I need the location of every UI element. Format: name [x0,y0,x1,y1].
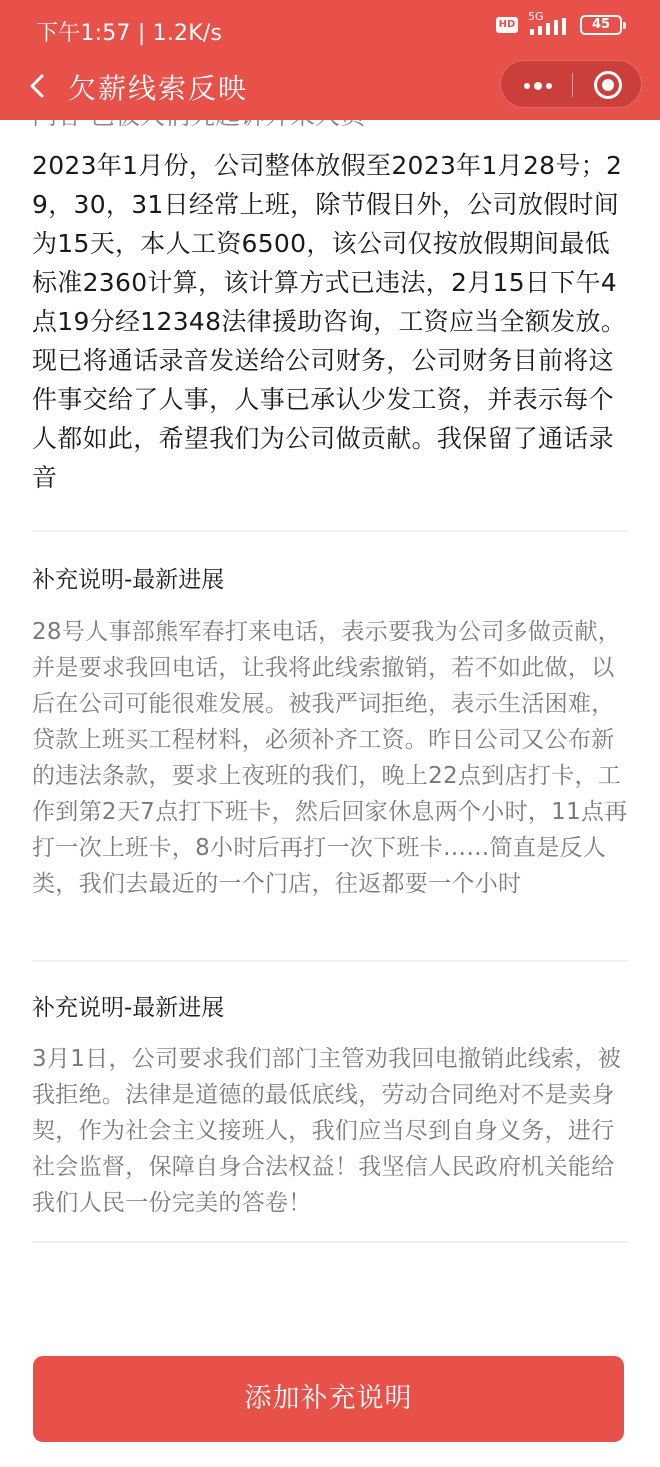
hd-icon: HD [496,17,518,33]
more-dot-icon [546,83,552,89]
battery-icon: 45 [580,15,622,35]
status-icons [496,10,622,36]
supplement-text: 28号人事部熊军春打来电话，表示要我为公司多做贡献，并是要求我回电话，让我将此线索撤销，若不如此做，以后在公司可能很难发展。被我严词拒绝，表示生活困难，贷款上班买工程材料，必须补齐工资。昨日公司又公布新的违法条款，要求上夜班的我们，晚上22点到店打卡，工作到第2天7点打下班卡，然后回家休息两个小时，11点再打一次上班卡，8小时后再打一次下班卡……简直是反人类，我们去最近的一个门店，往返都要一个小时 [32,619,628,897]
more-dot-icon [534,82,542,90]
status-separator: | [137,21,153,46]
close-mini-program-button[interactable] [573,61,643,109]
supplement-title: 补充说明-最新进展 [32,995,225,1021]
more-button[interactable] [501,61,572,109]
target-dot [602,79,614,91]
more-dot-icon [524,83,530,89]
network-type: 5G [528,10,544,23]
supplement-text: 3月1日，公司要求我们部门主管劝我回电撤销此线索，被我拒绝。法律是道德的最低底线，劳动合同绝对不是卖身契，作为社会主义接班人，我们应当尽到自身义务，进行社会监督，保障自身合法权益！我坚信人民政府机关能给我们人民一份完美的答卷！ [32,1046,622,1216]
description-text: 2023年1月份，公司整体放假至2023年1月28号；29，30，31日经常上班，除节假日外，公司放假时间为15天，本人工资6500，该公司仅按放假期间最低标准2360计算，该计算方式已违法，2月15日下午4点19分经12348法律援助咨询，工资应当全额发放。现已将通话录音发送给公司财务，公司财务目前将这件事交给了人事，人事已承认少发工资，并表示每个人都如此，希望我们为公司做贡献。我保留了通话录音 [32,151,627,492]
status-time [36,16,222,47]
signal-bars-icon [528,18,570,36]
add-supplement-button[interactable]: 添加补充说明 [33,1356,624,1442]
supplement-title: 补充说明-最新进展 [32,567,225,593]
header [0,0,660,120]
mini-program-capsule [500,60,642,108]
page-title: 欠薪线索反映 [68,72,249,105]
chevron-left-icon [20,68,56,104]
back-button[interactable] [20,68,56,104]
nav-bar [0,58,660,120]
divider [32,1241,628,1243]
network-speed: 1.2K/s [152,21,223,46]
divider [32,960,628,962]
divider [32,530,628,532]
clock: 下午1:57 [36,21,131,46]
signal-icon [528,10,570,36]
status-bar [0,0,660,58]
